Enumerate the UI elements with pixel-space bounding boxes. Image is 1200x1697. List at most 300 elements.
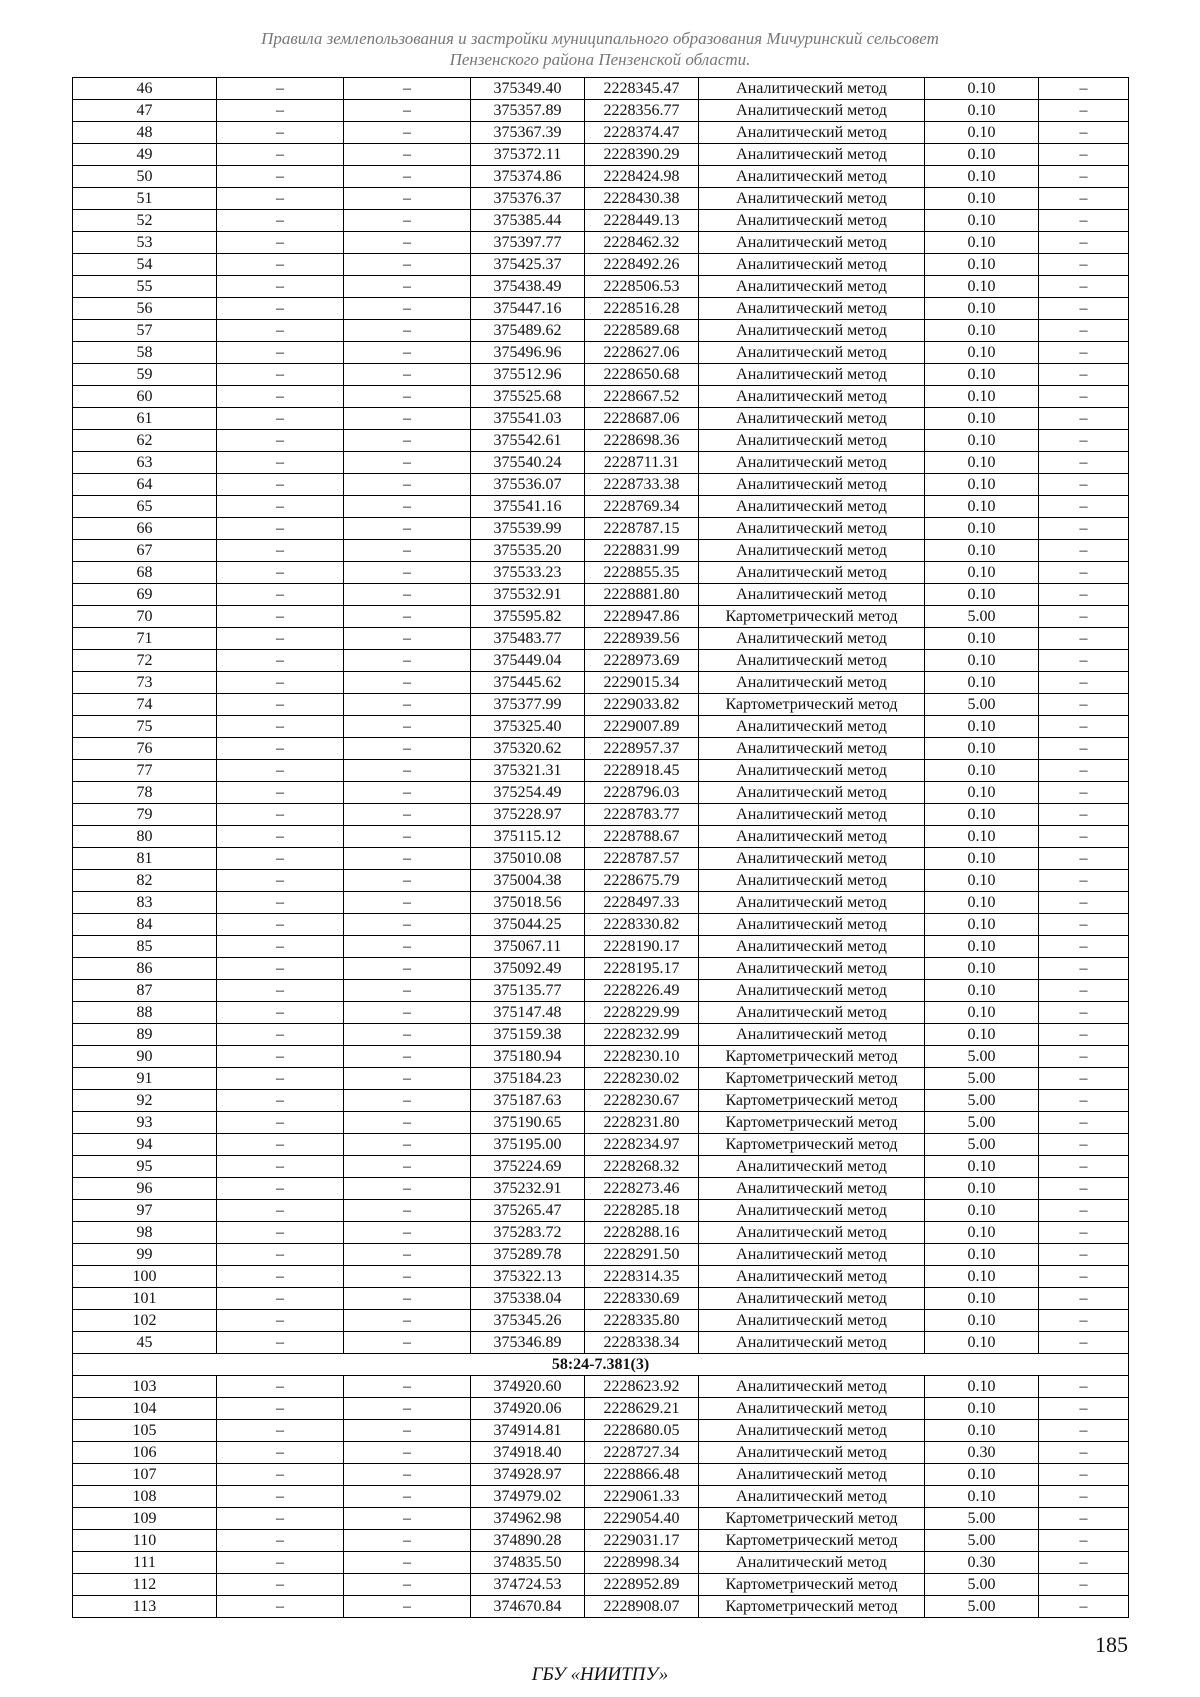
x-coordinate-cell: 375367.39 xyxy=(471,122,585,144)
col-8-cell: – xyxy=(1039,584,1129,606)
x-coordinate-cell: 375338.04 xyxy=(471,1288,585,1310)
table-row xyxy=(73,100,1129,122)
method-cell: Аналитический метод xyxy=(699,848,925,870)
col-2-cell: – xyxy=(217,1420,344,1442)
accuracy-cell: 5.00 xyxy=(925,1530,1039,1552)
x-coordinate-cell: 375541.16 xyxy=(471,496,585,518)
method-cell: Аналитический метод xyxy=(699,870,925,892)
y-coordinate-cell: 2228492.26 xyxy=(585,254,699,276)
point-number-cell: 97 xyxy=(73,1200,217,1222)
accuracy-cell: 0.10 xyxy=(925,760,1039,782)
x-coordinate-cell: 375540.24 xyxy=(471,452,585,474)
y-coordinate-cell: 2228998.34 xyxy=(585,1552,699,1574)
method-cell: Аналитический метод xyxy=(699,1222,925,1244)
accuracy-cell: 0.10 xyxy=(925,1266,1039,1288)
col-8-cell: – xyxy=(1039,1442,1129,1464)
y-coordinate-cell: 2228629.21 xyxy=(585,1398,699,1420)
y-coordinate-cell: 2228831.99 xyxy=(585,540,699,562)
y-coordinate-cell: 2228268.32 xyxy=(585,1156,699,1178)
x-coordinate-cell: 375349.40 xyxy=(471,78,585,100)
point-number-cell: 79 xyxy=(73,804,217,826)
point-number-cell: 102 xyxy=(73,1310,217,1332)
col-8-cell: – xyxy=(1039,848,1129,870)
table-row xyxy=(73,980,1129,1002)
point-number-cell: 68 xyxy=(73,562,217,584)
col-3-cell: – xyxy=(344,958,471,980)
method-cell: Аналитический метод xyxy=(699,650,925,672)
col-8-cell: – xyxy=(1039,364,1129,386)
col-2-cell: – xyxy=(217,1552,344,1574)
point-number-cell: 92 xyxy=(73,1090,217,1112)
point-number-cell: 69 xyxy=(73,584,217,606)
col-8-cell: – xyxy=(1039,1552,1129,1574)
accuracy-cell: 0.10 xyxy=(925,716,1039,738)
x-coordinate-cell: 375449.04 xyxy=(471,650,585,672)
table-row xyxy=(73,1310,1129,1332)
col-8-cell: – xyxy=(1039,1486,1129,1508)
y-coordinate-cell: 2228947.86 xyxy=(585,606,699,628)
table-row xyxy=(73,210,1129,232)
x-coordinate-cell: 375184.23 xyxy=(471,1068,585,1090)
table-row xyxy=(73,1222,1129,1244)
col-3-cell: – xyxy=(344,672,471,694)
x-coordinate-cell: 375010.08 xyxy=(471,848,585,870)
table-row xyxy=(73,1024,1129,1046)
y-coordinate-cell: 2229007.89 xyxy=(585,716,699,738)
x-coordinate-cell: 375376.37 xyxy=(471,188,585,210)
x-coordinate-cell: 375512.96 xyxy=(471,364,585,386)
col-8-cell: – xyxy=(1039,914,1129,936)
y-coordinate-cell: 2228330.82 xyxy=(585,914,699,936)
col-8-cell: – xyxy=(1039,1574,1129,1596)
y-coordinate-cell: 2228390.29 xyxy=(585,144,699,166)
x-coordinate-cell: 375159.38 xyxy=(471,1024,585,1046)
point-number-cell: 91 xyxy=(73,1068,217,1090)
x-coordinate-cell: 375536.07 xyxy=(471,474,585,496)
table-row xyxy=(73,188,1129,210)
document-header xyxy=(150,28,1050,70)
x-coordinate-cell: 375004.38 xyxy=(471,870,585,892)
point-number-cell: 82 xyxy=(73,870,217,892)
col-2-cell: – xyxy=(217,210,344,232)
col-8-cell: – xyxy=(1039,518,1129,540)
point-number-cell: 108 xyxy=(73,1486,217,1508)
point-number-cell: 77 xyxy=(73,760,217,782)
method-cell: Аналитический метод xyxy=(699,1156,925,1178)
method-cell: Аналитический метод xyxy=(699,1266,925,1288)
x-coordinate-cell: 375195.00 xyxy=(471,1134,585,1156)
col-8-cell: – xyxy=(1039,166,1129,188)
col-3-cell: – xyxy=(344,320,471,342)
table-row xyxy=(73,672,1129,694)
method-cell: Аналитический метод xyxy=(699,760,925,782)
col-3-cell: – xyxy=(344,100,471,122)
table-row xyxy=(73,562,1129,584)
table-row xyxy=(73,342,1129,364)
document-footer: ГБУ «НИИТПУ» xyxy=(531,1664,669,1685)
x-coordinate-cell: 374918.40 xyxy=(471,1442,585,1464)
table-row xyxy=(73,1068,1129,1090)
accuracy-cell: 0.10 xyxy=(925,892,1039,914)
point-number-cell: 46 xyxy=(73,78,217,100)
col-3-cell: – xyxy=(344,1244,471,1266)
point-number-cell: 83 xyxy=(73,892,217,914)
point-number-cell: 74 xyxy=(73,694,217,716)
col-3-cell: – xyxy=(344,1310,471,1332)
point-number-cell: 47 xyxy=(73,100,217,122)
point-number-cell: 61 xyxy=(73,408,217,430)
col-8-cell: – xyxy=(1039,1398,1129,1420)
accuracy-cell: 0.10 xyxy=(925,232,1039,254)
accuracy-cell: 0.10 xyxy=(925,1332,1039,1354)
table-row xyxy=(73,606,1129,628)
y-coordinate-cell: 2228627.06 xyxy=(585,342,699,364)
col-3-cell: – xyxy=(344,1178,471,1200)
col-2-cell: – xyxy=(217,320,344,342)
method-cell: Аналитический метод xyxy=(699,364,925,386)
table-row xyxy=(73,276,1129,298)
col-2-cell: – xyxy=(217,1112,344,1134)
x-coordinate-cell: 375322.13 xyxy=(471,1266,585,1288)
table-row xyxy=(73,628,1129,650)
y-coordinate-cell: 2228680.05 xyxy=(585,1420,699,1442)
point-number-cell: 76 xyxy=(73,738,217,760)
accuracy-cell: 0.10 xyxy=(925,914,1039,936)
point-number-cell: 84 xyxy=(73,914,217,936)
x-coordinate-cell: 375372.11 xyxy=(471,144,585,166)
col-3-cell: – xyxy=(344,1068,471,1090)
col-2-cell: – xyxy=(217,1574,344,1596)
col-8-cell: – xyxy=(1039,892,1129,914)
point-number-cell: 62 xyxy=(73,430,217,452)
col-2-cell: – xyxy=(217,584,344,606)
col-8-cell: – xyxy=(1039,672,1129,694)
page-number: 185 xyxy=(1095,1632,1128,1657)
col-8-cell: – xyxy=(1039,958,1129,980)
table-row xyxy=(73,474,1129,496)
x-coordinate-cell: 374890.28 xyxy=(471,1530,585,1552)
y-coordinate-cell: 2228667.52 xyxy=(585,386,699,408)
accuracy-cell: 0.30 xyxy=(925,1552,1039,1574)
col-3-cell: – xyxy=(344,1288,471,1310)
col-3-cell: – xyxy=(344,1574,471,1596)
y-coordinate-cell: 2228675.79 xyxy=(585,870,699,892)
accuracy-cell: 0.10 xyxy=(925,144,1039,166)
table-row xyxy=(73,892,1129,914)
col-3-cell: – xyxy=(344,408,471,430)
accuracy-cell: 0.10 xyxy=(925,672,1039,694)
table-row xyxy=(73,1442,1129,1464)
point-number-cell: 93 xyxy=(73,1112,217,1134)
point-number-cell: 58 xyxy=(73,342,217,364)
table-row xyxy=(73,254,1129,276)
point-number-cell: 50 xyxy=(73,166,217,188)
method-cell: Аналитический метод xyxy=(699,78,925,100)
col-2-cell: – xyxy=(217,826,344,848)
col-3-cell: – xyxy=(344,584,471,606)
accuracy-cell: 0.10 xyxy=(925,1464,1039,1486)
accuracy-cell: 0.10 xyxy=(925,958,1039,980)
x-coordinate-cell: 375289.78 xyxy=(471,1244,585,1266)
method-cell: Аналитический метод xyxy=(699,782,925,804)
y-coordinate-cell: 2229015.34 xyxy=(585,672,699,694)
accuracy-cell: 0.10 xyxy=(925,980,1039,1002)
point-number-cell: 110 xyxy=(73,1530,217,1552)
y-coordinate-cell: 2228769.34 xyxy=(585,496,699,518)
y-coordinate-cell: 2228918.45 xyxy=(585,760,699,782)
accuracy-cell: 0.10 xyxy=(925,122,1039,144)
point-number-cell: 88 xyxy=(73,1002,217,1024)
y-coordinate-cell: 2228650.68 xyxy=(585,364,699,386)
col-3-cell: – xyxy=(344,1024,471,1046)
col-2-cell: – xyxy=(217,672,344,694)
accuracy-cell: 0.10 xyxy=(925,540,1039,562)
accuracy-cell: 0.30 xyxy=(925,1442,1039,1464)
col-2-cell: – xyxy=(217,1376,344,1398)
accuracy-cell: 0.10 xyxy=(925,1178,1039,1200)
table-row xyxy=(73,804,1129,826)
col-2-cell: – xyxy=(217,628,344,650)
col-8-cell: – xyxy=(1039,782,1129,804)
table-row xyxy=(73,1002,1129,1024)
x-coordinate-cell: 374920.60 xyxy=(471,1376,585,1398)
point-number-cell: 51 xyxy=(73,188,217,210)
col-2-cell: – xyxy=(217,122,344,144)
col-8-cell: – xyxy=(1039,1090,1129,1112)
accuracy-cell: 0.10 xyxy=(925,848,1039,870)
col-2-cell: – xyxy=(217,298,344,320)
col-3-cell: – xyxy=(344,1112,471,1134)
col-8-cell: – xyxy=(1039,936,1129,958)
col-2-cell: – xyxy=(217,100,344,122)
method-cell: Аналитический метод xyxy=(699,298,925,320)
y-coordinate-cell: 2228733.38 xyxy=(585,474,699,496)
col-2-cell: – xyxy=(217,1222,344,1244)
col-2-cell: – xyxy=(217,1046,344,1068)
col-8-cell: – xyxy=(1039,1508,1129,1530)
header-line-2: Пензенского района Пензенской области. xyxy=(449,50,751,69)
col-2-cell: – xyxy=(217,804,344,826)
col-3-cell: – xyxy=(344,782,471,804)
method-cell: Аналитический метод xyxy=(699,320,925,342)
x-coordinate-cell: 375397.77 xyxy=(471,232,585,254)
y-coordinate-cell: 2228356.77 xyxy=(585,100,699,122)
col-8-cell: – xyxy=(1039,1530,1129,1552)
col-3-cell: – xyxy=(344,386,471,408)
x-coordinate-cell: 374928.97 xyxy=(471,1464,585,1486)
table-row xyxy=(73,1530,1129,1552)
col-3-cell: – xyxy=(344,628,471,650)
point-number-cell: 63 xyxy=(73,452,217,474)
x-coordinate-cell: 375325.40 xyxy=(471,716,585,738)
point-number-cell: 55 xyxy=(73,276,217,298)
accuracy-cell: 5.00 xyxy=(925,1046,1039,1068)
point-number-cell: 66 xyxy=(73,518,217,540)
col-8-cell: – xyxy=(1039,1178,1129,1200)
table-row xyxy=(73,584,1129,606)
point-number-cell: 107 xyxy=(73,1464,217,1486)
method-cell: Аналитический метод xyxy=(699,914,925,936)
method-cell: Аналитический метод xyxy=(699,518,925,540)
x-coordinate-cell: 375283.72 xyxy=(471,1222,585,1244)
col-8-cell: – xyxy=(1039,1266,1129,1288)
col-8-cell: – xyxy=(1039,474,1129,496)
y-coordinate-cell: 2228687.06 xyxy=(585,408,699,430)
col-3-cell: – xyxy=(344,188,471,210)
col-8-cell: – xyxy=(1039,716,1129,738)
point-number-cell: 53 xyxy=(73,232,217,254)
col-2-cell: – xyxy=(217,1464,344,1486)
col-2-cell: – xyxy=(217,562,344,584)
y-coordinate-cell: 2228230.67 xyxy=(585,1090,699,1112)
accuracy-cell: 0.10 xyxy=(925,364,1039,386)
y-coordinate-cell: 2228330.69 xyxy=(585,1288,699,1310)
accuracy-cell: 0.10 xyxy=(925,1420,1039,1442)
col-2-cell: – xyxy=(217,1156,344,1178)
method-cell: Аналитический метод xyxy=(699,1178,925,1200)
accuracy-cell: 0.10 xyxy=(925,1222,1039,1244)
accuracy-cell: 0.10 xyxy=(925,628,1039,650)
method-cell: Картометрический метод xyxy=(699,1112,925,1134)
x-coordinate-cell: 374670.84 xyxy=(471,1596,585,1618)
table-row xyxy=(73,782,1129,804)
col-3-cell: – xyxy=(344,694,471,716)
y-coordinate-cell: 2228711.31 xyxy=(585,452,699,474)
accuracy-cell: 5.00 xyxy=(925,694,1039,716)
accuracy-cell: 0.10 xyxy=(925,474,1039,496)
col-3-cell: – xyxy=(344,870,471,892)
x-coordinate-cell: 374979.02 xyxy=(471,1486,585,1508)
header-line-1: Правила землепользования и застройки муниципального образования Мичуринский сельсовет xyxy=(261,29,939,48)
table-row xyxy=(73,364,1129,386)
table-row xyxy=(73,1266,1129,1288)
method-cell: Аналитический метод xyxy=(699,408,925,430)
method-cell: Аналитический метод xyxy=(699,584,925,606)
col-2-cell: – xyxy=(217,1024,344,1046)
col-8-cell: – xyxy=(1039,1288,1129,1310)
accuracy-cell: 5.00 xyxy=(925,1112,1039,1134)
method-cell: Аналитический метод xyxy=(699,144,925,166)
method-cell: Аналитический метод xyxy=(699,1002,925,1024)
method-cell: Картометрический метод xyxy=(699,1574,925,1596)
table-row xyxy=(73,936,1129,958)
table-row xyxy=(73,760,1129,782)
y-coordinate-cell: 2228285.18 xyxy=(585,1200,699,1222)
x-coordinate-cell: 375346.89 xyxy=(471,1332,585,1354)
point-number-cell: 106 xyxy=(73,1442,217,1464)
x-coordinate-cell: 375232.91 xyxy=(471,1178,585,1200)
col-3-cell: – xyxy=(344,430,471,452)
y-coordinate-cell: 2228952.89 xyxy=(585,1574,699,1596)
table-row xyxy=(73,1398,1129,1420)
accuracy-cell: 5.00 xyxy=(925,1574,1039,1596)
method-cell: Картометрический метод xyxy=(699,1530,925,1552)
col-8-cell: – xyxy=(1039,100,1129,122)
col-2-cell: – xyxy=(217,144,344,166)
col-2-cell: – xyxy=(217,1002,344,1024)
table-row xyxy=(73,1046,1129,1068)
x-coordinate-cell: 375542.61 xyxy=(471,430,585,452)
table-row xyxy=(73,1552,1129,1574)
table-row xyxy=(73,1508,1129,1530)
x-coordinate-cell: 375190.65 xyxy=(471,1112,585,1134)
table-row xyxy=(73,430,1129,452)
table-row xyxy=(73,870,1129,892)
col-3-cell: – xyxy=(344,1002,471,1024)
col-3-cell: – xyxy=(344,606,471,628)
col-3-cell: – xyxy=(344,276,471,298)
table-row xyxy=(73,650,1129,672)
table-row xyxy=(73,122,1129,144)
y-coordinate-cell: 2228314.35 xyxy=(585,1266,699,1288)
col-3-cell: – xyxy=(344,738,471,760)
y-coordinate-cell: 2228345.47 xyxy=(585,78,699,100)
x-coordinate-cell: 375265.47 xyxy=(471,1200,585,1222)
table-row xyxy=(73,1332,1129,1354)
table-row xyxy=(73,1134,1129,1156)
col-2-cell: – xyxy=(217,650,344,672)
method-cell: Картометрический метод xyxy=(699,694,925,716)
y-coordinate-cell: 2229054.40 xyxy=(585,1508,699,1530)
col-2-cell: – xyxy=(217,452,344,474)
table-row xyxy=(73,848,1129,870)
col-3-cell: – xyxy=(344,1508,471,1530)
y-coordinate-cell: 2228232.99 xyxy=(585,1024,699,1046)
table-row xyxy=(73,1112,1129,1134)
accuracy-cell: 0.10 xyxy=(925,1398,1039,1420)
x-coordinate-cell: 375115.12 xyxy=(471,826,585,848)
col-8-cell: – xyxy=(1039,540,1129,562)
col-8-cell: – xyxy=(1039,650,1129,672)
table-row xyxy=(73,716,1129,738)
y-coordinate-cell: 2228516.28 xyxy=(585,298,699,320)
x-coordinate-cell: 375374.86 xyxy=(471,166,585,188)
y-coordinate-cell: 2229033.82 xyxy=(585,694,699,716)
accuracy-cell: 5.00 xyxy=(925,1090,1039,1112)
point-number-cell: 80 xyxy=(73,826,217,848)
col-8-cell: – xyxy=(1039,1222,1129,1244)
y-coordinate-cell: 2228589.68 xyxy=(585,320,699,342)
point-number-cell: 100 xyxy=(73,1266,217,1288)
x-coordinate-cell: 375483.77 xyxy=(471,628,585,650)
y-coordinate-cell: 2228231.80 xyxy=(585,1112,699,1134)
col-3-cell: – xyxy=(344,298,471,320)
point-number-cell: 99 xyxy=(73,1244,217,1266)
x-coordinate-cell: 374835.50 xyxy=(471,1552,585,1574)
accuracy-cell: 0.10 xyxy=(925,342,1039,364)
accuracy-cell: 5.00 xyxy=(925,606,1039,628)
col-3-cell: – xyxy=(344,474,471,496)
col-2-cell: – xyxy=(217,254,344,276)
point-number-cell: 75 xyxy=(73,716,217,738)
point-number-cell: 98 xyxy=(73,1222,217,1244)
col-3-cell: – xyxy=(344,144,471,166)
accuracy-cell: 0.10 xyxy=(925,386,1039,408)
table-row xyxy=(73,298,1129,320)
accuracy-cell: 0.10 xyxy=(925,738,1039,760)
accuracy-cell: 5.00 xyxy=(925,1596,1039,1618)
col-8-cell: – xyxy=(1039,1024,1129,1046)
col-2-cell: – xyxy=(217,716,344,738)
col-8-cell: – xyxy=(1039,1200,1129,1222)
col-3-cell: – xyxy=(344,1266,471,1288)
col-2-cell: – xyxy=(217,870,344,892)
col-3-cell: – xyxy=(344,1376,471,1398)
col-3-cell: – xyxy=(344,1134,471,1156)
col-3-cell: – xyxy=(344,980,471,1002)
table-row xyxy=(73,320,1129,342)
point-number-cell: 112 xyxy=(73,1574,217,1596)
